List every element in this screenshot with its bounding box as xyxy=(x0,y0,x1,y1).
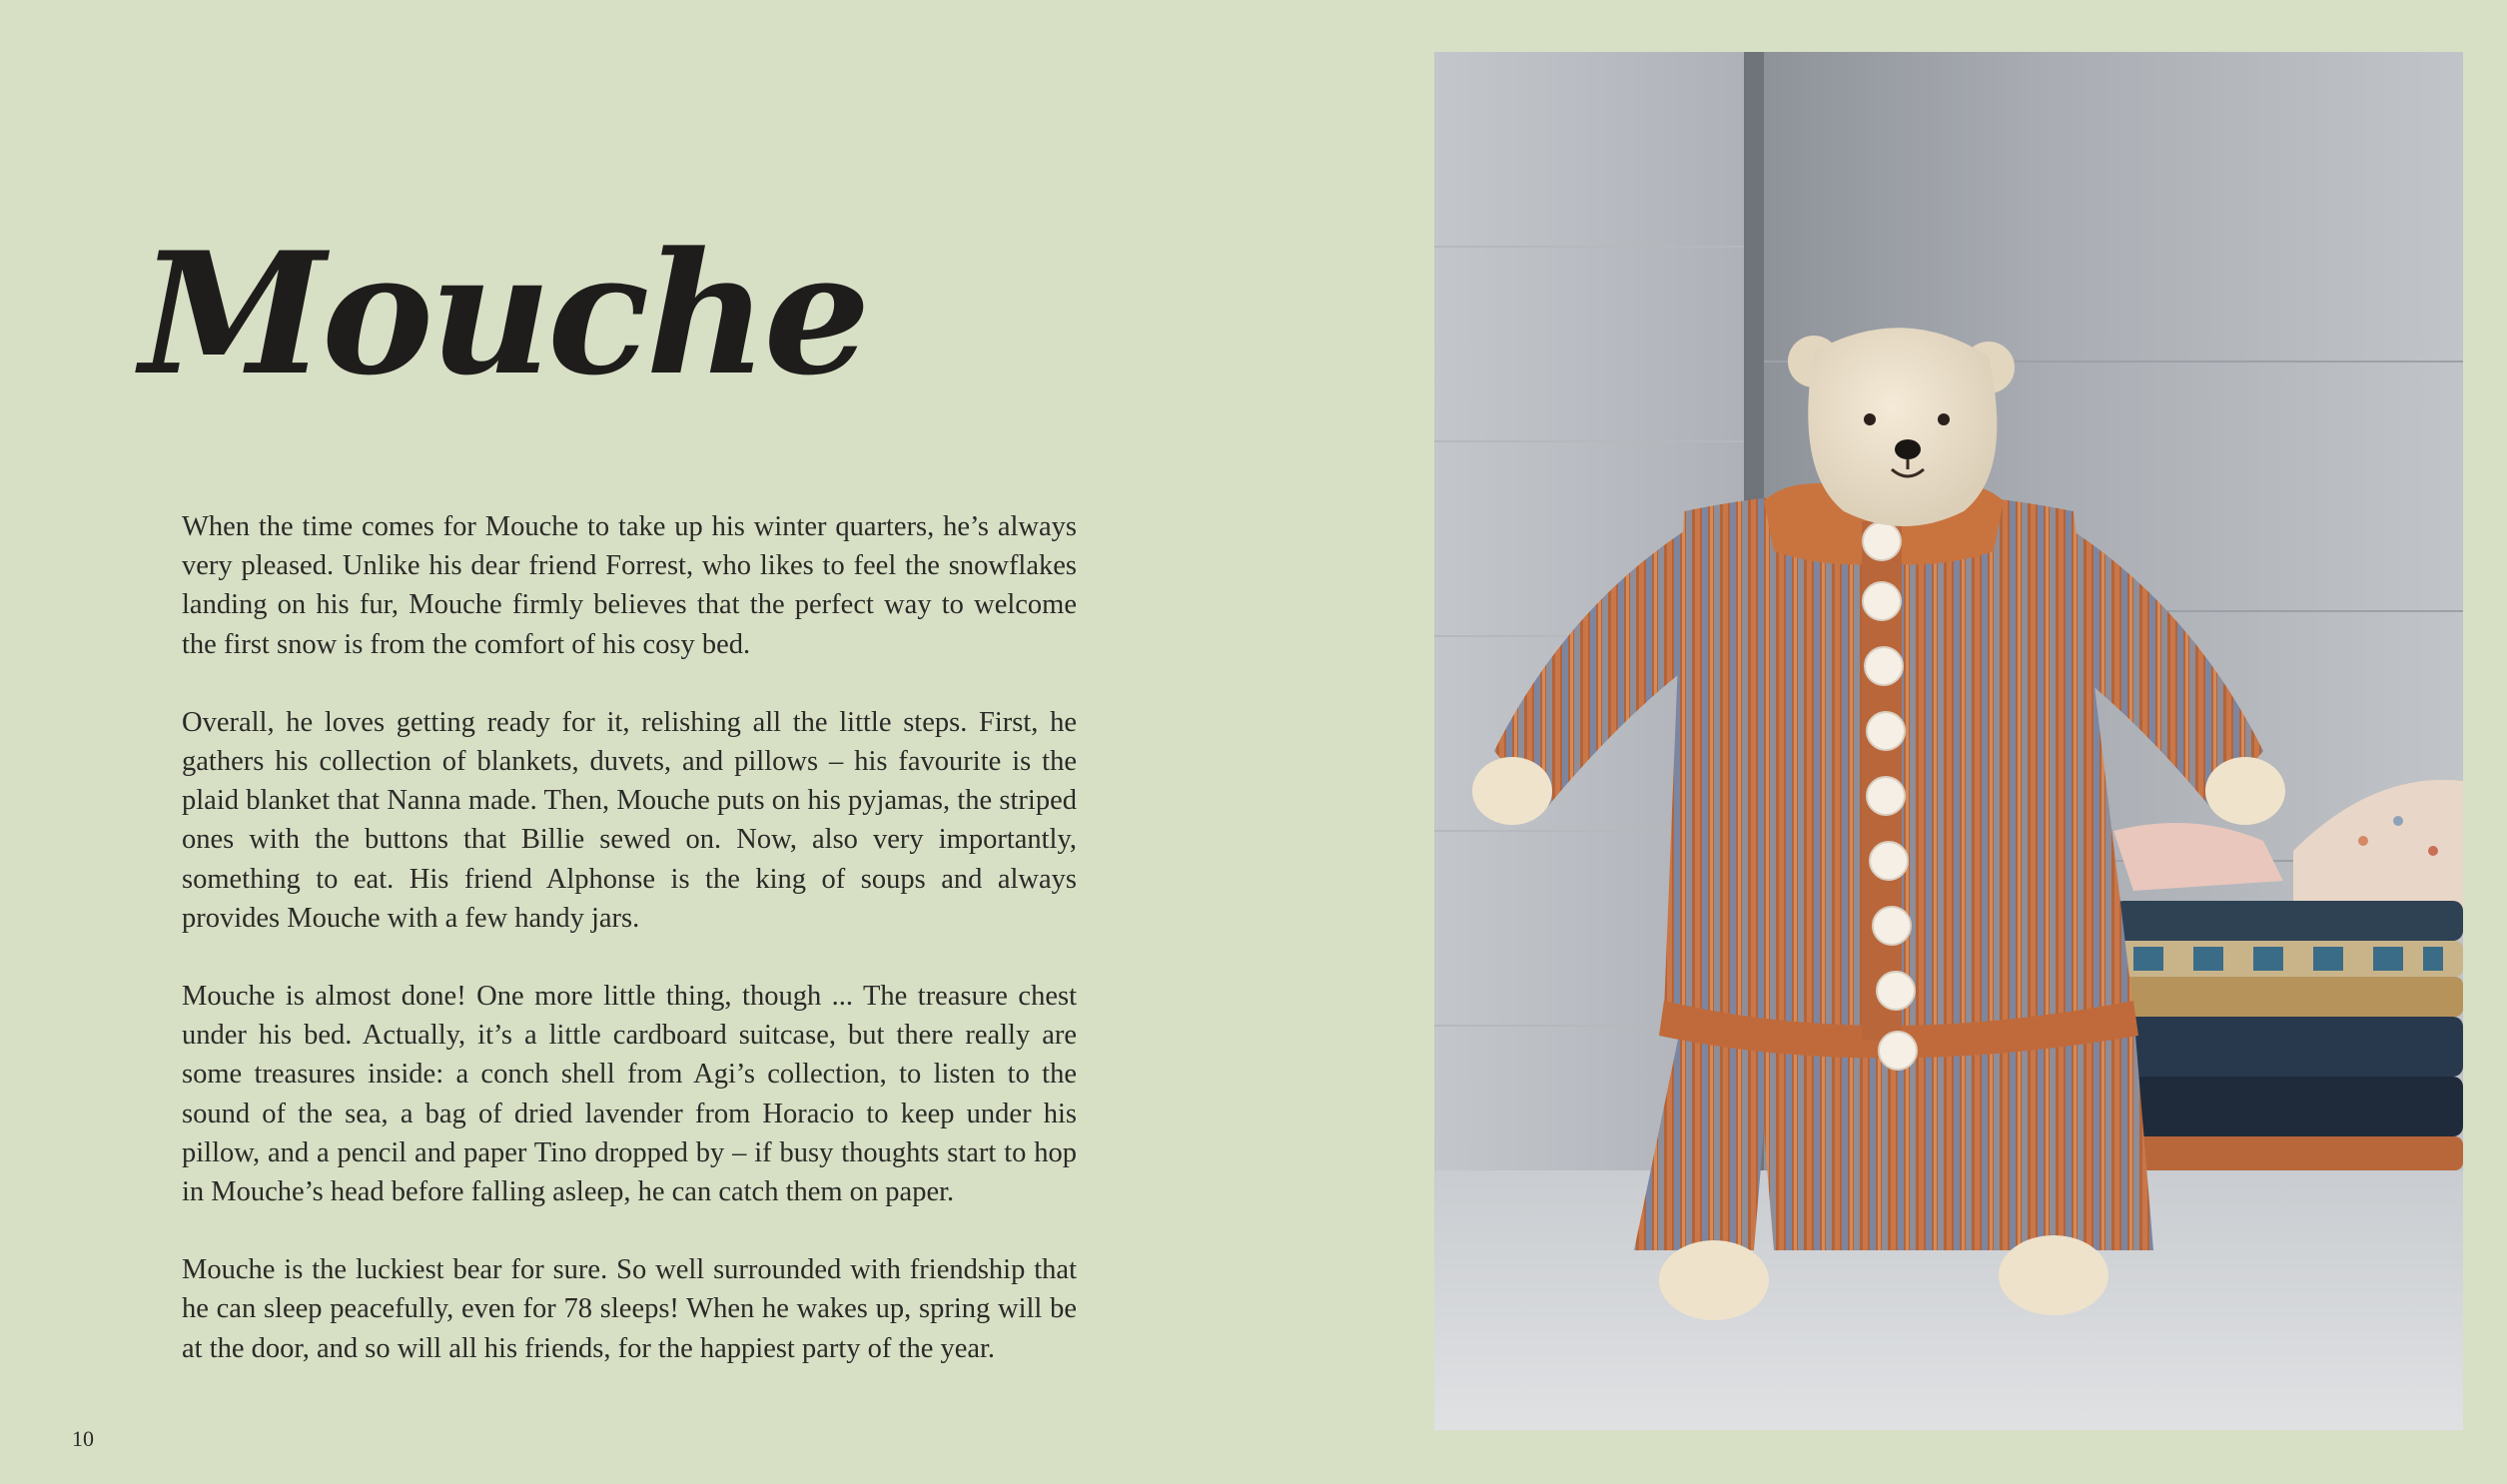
paragraph-1: When the time comes for Mouche to take up his winter quarters, he’s always very pleased. Unlike his dear friend Forrest, who likes to feel the snowflakes landing on his fur, Mouche firmly believes that the perfect way to welcome the first snow is from the comfort of his cosy bed. xyxy=(182,511,1077,660)
paragraph-3: Mouche is almost done! One more little thing, though ... The treasure chest under his bed. Actually, it’s a little cardboard suitcase, but there really are some treasures inside: a conch shell from Agi’s collection, to listen to the sound of the sea, a bag of dried lavender from Horacio to keep under his pillow, and a pencil and paper Tino dropped by – if busy thoughts start to hop in Mouche’s head before falling asleep, he can catch them on paper. xyxy=(182,981,1077,1208)
knitted-bear-illustration xyxy=(1434,52,2463,1430)
bear-photo xyxy=(1434,52,2463,1430)
paragraph-2: Overall, he loves getting ready for it, relishing all the little steps. First, he gathers his collection of blankets, duvets, and pillows – his favourite is the plaid blanket that Nanna made. Then, Mouche puts on his pyjamas, the striped ones with the buttons that Billie sewed on. Now, also very importantly, something to eat. His friend Alphonse is the king of soups and always provides Mouche with a few handy jars. xyxy=(182,706,1077,934)
page-title: Mouche xyxy=(140,215,867,412)
body-text xyxy=(182,507,1077,1407)
page-number: 10 xyxy=(72,1426,94,1451)
paragraph-4: Mouche is the luckiest bear for sure. So well surrounded with friendship that he can sleep peacefully, even for 78 sleeps! When he wakes up, spring will be at the door, and so will all his friends, for the happiest party of the year. xyxy=(182,1254,1077,1364)
